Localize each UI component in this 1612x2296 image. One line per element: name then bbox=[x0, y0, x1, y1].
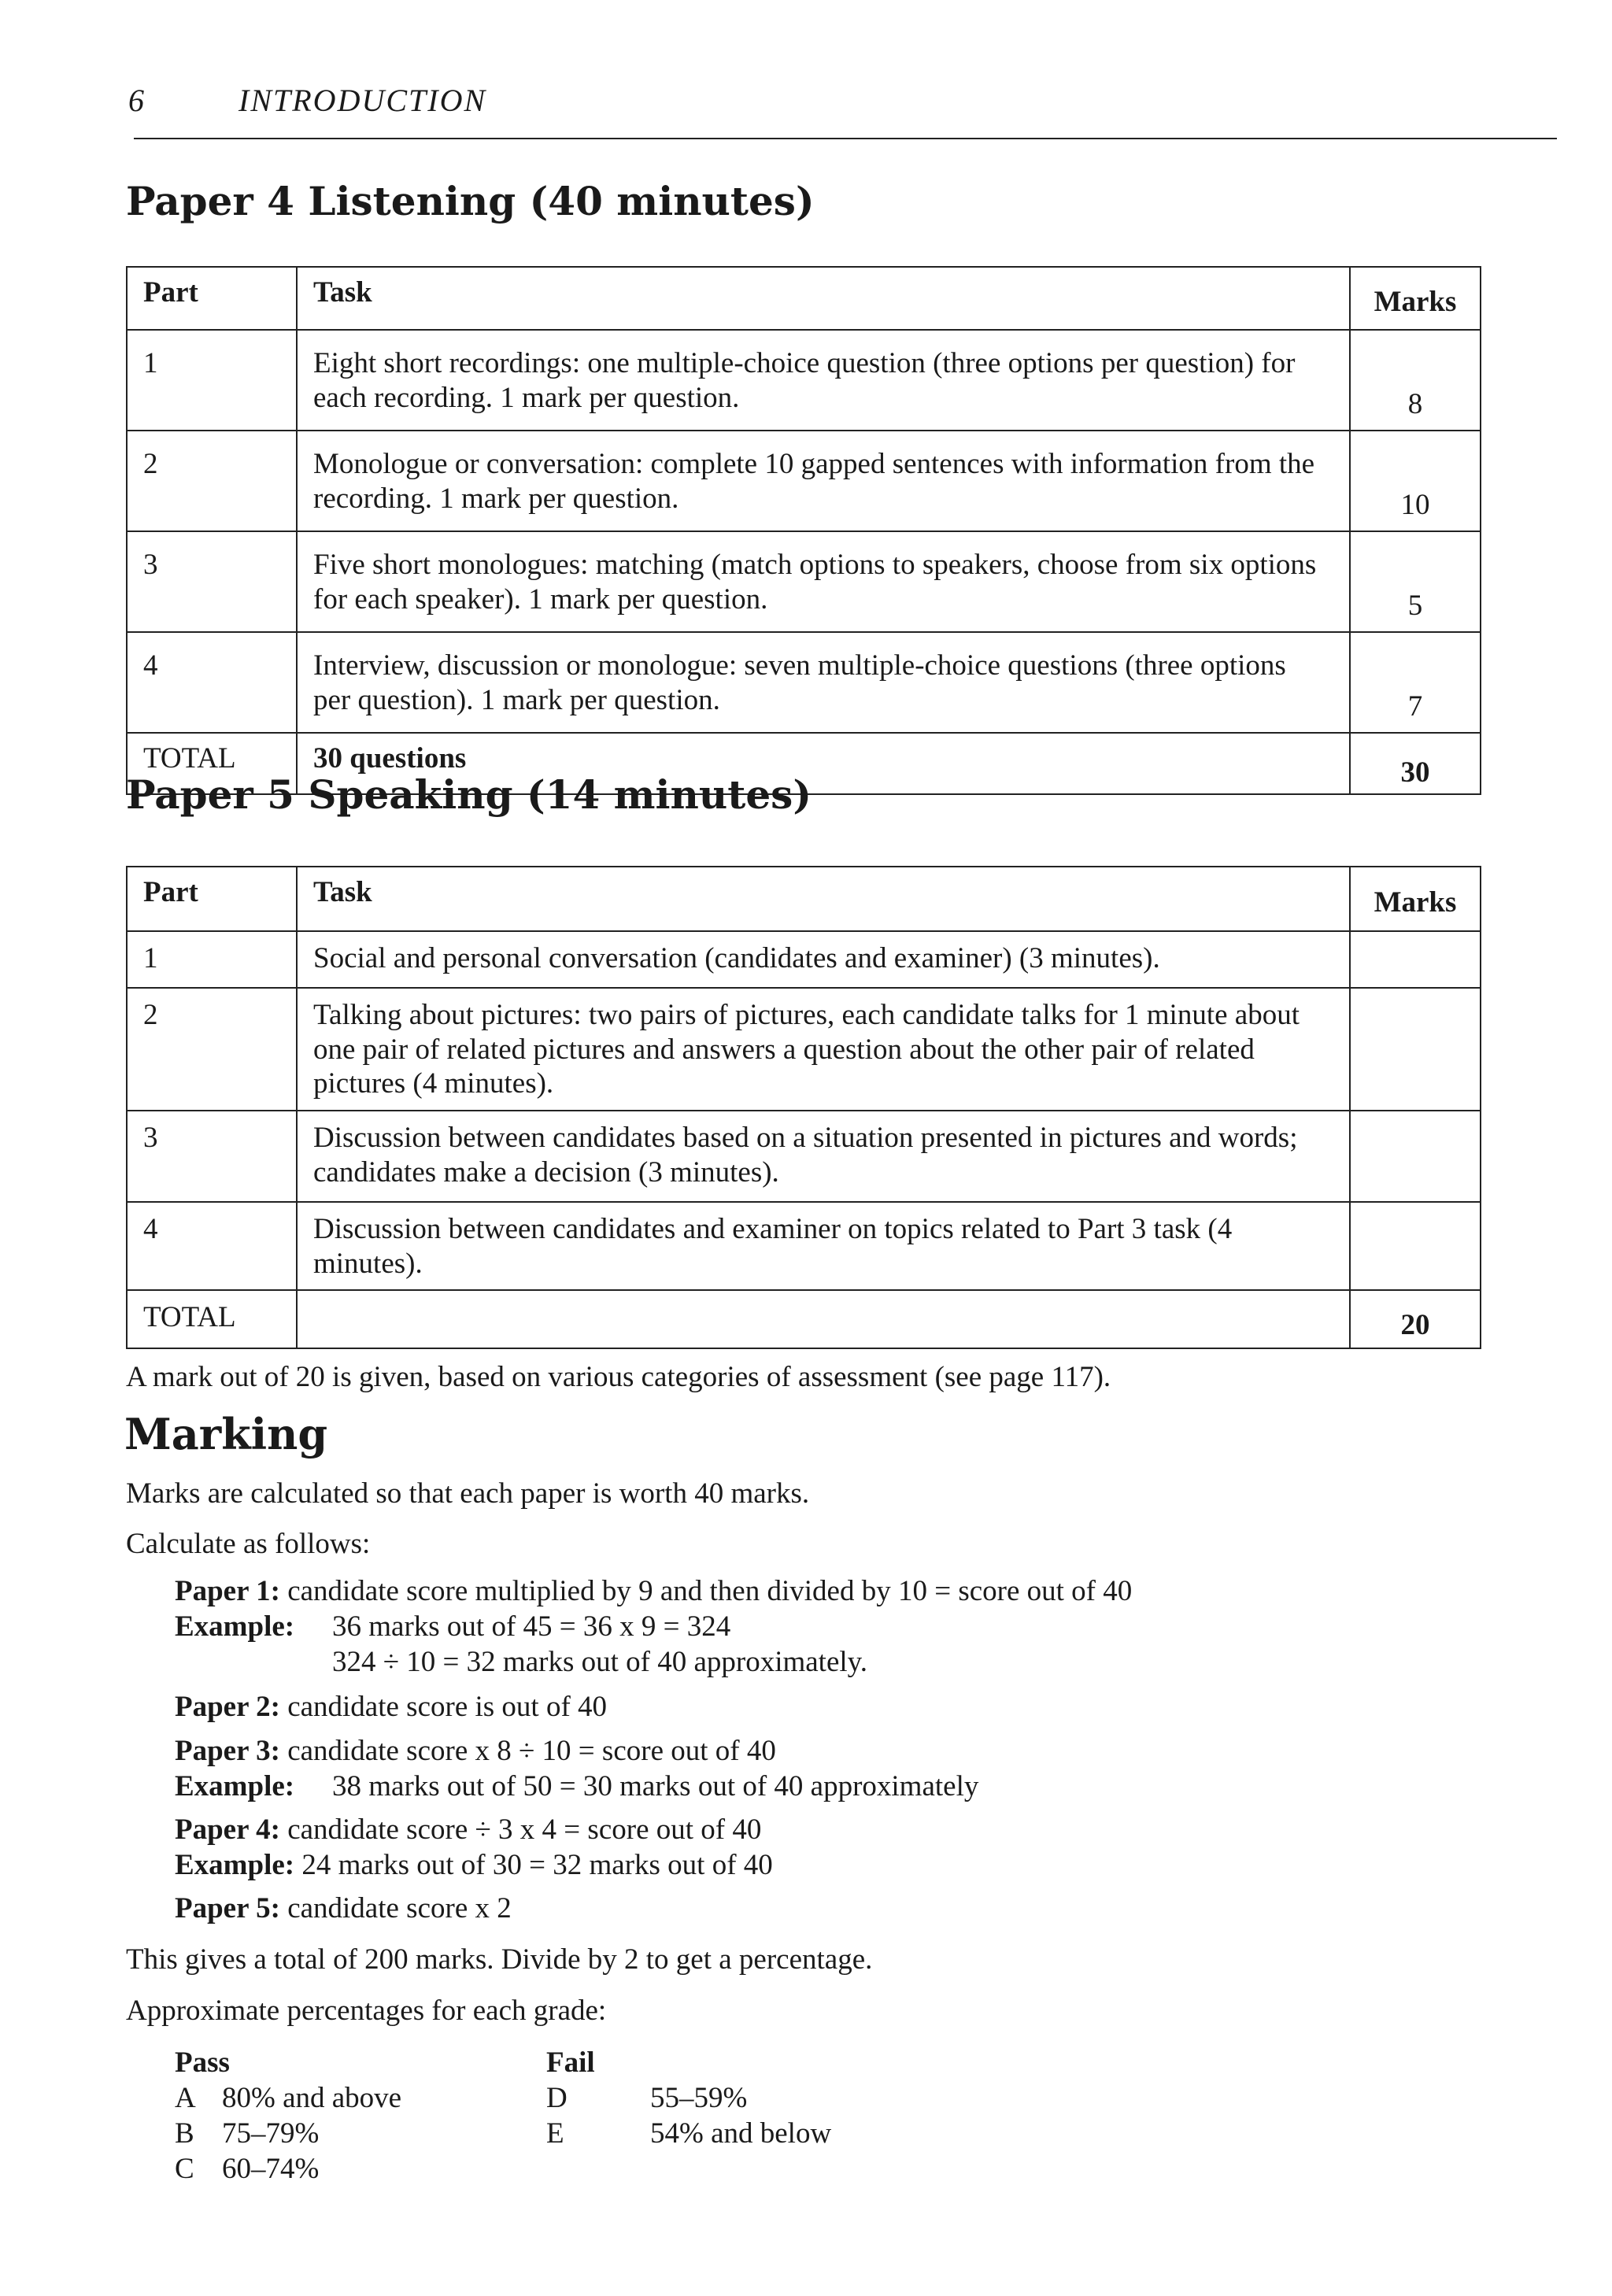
paper1-rule bbox=[175, 1574, 1132, 1609]
grade-letter: A bbox=[175, 2082, 196, 2115]
part-cell: 2 bbox=[127, 988, 297, 1111]
total-label: TOTAL bbox=[127, 733, 297, 794]
paper3-example-label: Example: bbox=[175, 1770, 295, 1802]
grade-range: 75–79% bbox=[222, 2117, 320, 2150]
paper4-text: candidate score ÷ 3 x 4 = score out of 40 bbox=[279, 1814, 762, 1846]
page-number: 6 bbox=[128, 83, 146, 118]
paper1-example bbox=[175, 1610, 730, 1644]
task-cell: Eight short recordings: one multiple-choice question (three options per question) for each recording. 1 mark per question. bbox=[297, 330, 1350, 431]
part-cell: 4 bbox=[127, 632, 297, 733]
table-row bbox=[127, 330, 1481, 431]
calc-intro: Calculate as follows: bbox=[126, 1528, 371, 1560]
part-cell: 1 bbox=[127, 931, 297, 988]
marks-cell: 5 bbox=[1350, 531, 1481, 632]
grade-letter: C bbox=[175, 2153, 194, 2186]
part-cell: 3 bbox=[127, 531, 297, 632]
paper3-text: candidate score x 8 ÷ 10 = score out of 40 bbox=[279, 1735, 776, 1767]
paper4-label: Paper 4: bbox=[175, 1814, 280, 1846]
marks-cell bbox=[1350, 931, 1481, 988]
task-cell: Social and personal conversation (candidates and examiner) (3 minutes). bbox=[297, 931, 1350, 988]
header-rule bbox=[134, 138, 1557, 139]
table-row bbox=[127, 531, 1481, 632]
paper3-label: Paper 3: bbox=[175, 1735, 280, 1767]
total-task bbox=[297, 1290, 1350, 1348]
part-cell: 4 bbox=[127, 1202, 297, 1290]
grade-range: 54% and below bbox=[650, 2117, 832, 2150]
grade-range: 55–59% bbox=[650, 2082, 748, 2115]
header-marks: Marks bbox=[1350, 867, 1481, 931]
task-cell: Interview, discussion or monologue: seven multiple-choice questions (three options per question). 1 mark per question. bbox=[297, 632, 1350, 733]
marking-intro: Marks are calculated so that each paper is worth 40 marks. bbox=[126, 1477, 810, 1510]
paper5-note: A mark out of 20 is given, based on various categories of assessment (see page 117). bbox=[126, 1361, 1111, 1393]
grade-range: 80% and above bbox=[222, 2082, 402, 2115]
header-part: Part bbox=[127, 867, 297, 931]
paper1-example-line2: 324 ÷ 10 = 32 marks out of 40 approximately. bbox=[332, 1646, 868, 1678]
task-cell: Discussion between candidates and examiner on topics related to Part 3 task (4 minutes). bbox=[297, 1202, 1350, 1290]
paper1-example-label: Example: bbox=[175, 1610, 295, 1643]
part-cell: 2 bbox=[127, 431, 297, 531]
paper5-rule bbox=[175, 1891, 512, 1926]
part-cell: 1 bbox=[127, 330, 297, 431]
grade-row bbox=[546, 2116, 940, 2151]
paper1-example-line1: 36 marks out of 45 = 36 x 9 = 324 bbox=[332, 1610, 731, 1643]
paper2-text: candidate score is out of 40 bbox=[279, 1691, 608, 1723]
paper5-text: candidate score x 2 bbox=[279, 1892, 512, 1924]
paper2-rule bbox=[175, 1690, 607, 1725]
marks-cell: 7 bbox=[1350, 632, 1481, 733]
paper3-example-text: 38 marks out of 50 = 30 marks out of 40 approximately bbox=[332, 1770, 979, 1802]
paper1-label: Paper 1: bbox=[175, 1575, 280, 1607]
paper4-example bbox=[175, 1848, 773, 1883]
paper5-title: Paper 5 Speaking (14 minutes) bbox=[126, 771, 812, 818]
paper1-text: candidate score multiplied by 9 and then divided by 10 = score out of 40 bbox=[279, 1575, 1133, 1607]
table-row bbox=[127, 632, 1481, 733]
paper4-example-label: Example: bbox=[175, 1849, 295, 1881]
grade-letter: B bbox=[175, 2117, 194, 2150]
task-cell: Talking about pictures: two pairs of pictures, each candidate talks for 1 minute about one pair of related pictures and answers a question about the other pair of related pictures (4 minutes). bbox=[297, 988, 1350, 1111]
task-cell: Five short monologues: matching (match options to speakers, choose from six options for each speaker). 1 mark per question. bbox=[297, 531, 1350, 632]
paper2-label: Paper 2: bbox=[175, 1691, 280, 1723]
table-row bbox=[127, 1111, 1481, 1202]
paper4-rule bbox=[175, 1813, 761, 1847]
section-title: INTRODUCTION bbox=[238, 83, 487, 118]
marks-cell bbox=[1350, 1202, 1481, 1290]
header-part: Part bbox=[127, 267, 297, 330]
running-head bbox=[128, 82, 486, 119]
header-marks: Marks bbox=[1350, 267, 1481, 330]
grade-letter: D bbox=[546, 2082, 568, 2115]
paper4-title: Paper 4 Listening (40 minutes) bbox=[126, 178, 815, 224]
table-header-row bbox=[127, 267, 1481, 330]
paper4-table bbox=[126, 266, 1481, 795]
pass-column bbox=[175, 2045, 505, 2187]
paper5-label: Paper 5: bbox=[175, 1892, 280, 1924]
marks-cell: 10 bbox=[1350, 431, 1481, 531]
grade-letter: E bbox=[546, 2117, 564, 2150]
table-row bbox=[127, 931, 1481, 988]
table-row bbox=[127, 431, 1481, 531]
paper3-rule bbox=[175, 1734, 776, 1769]
fail-label: Fail bbox=[546, 2046, 595, 2079]
marks-cell: 8 bbox=[1350, 330, 1481, 431]
total-marks-text: This gives a total of 200 marks. Divide by 2 to get a percentage. bbox=[126, 1943, 873, 1976]
grades-intro: Approximate percentages for each grade: bbox=[126, 1995, 607, 2027]
table-header-row bbox=[127, 867, 1481, 931]
grade-row bbox=[175, 2116, 505, 2151]
header-task: Task bbox=[297, 267, 1350, 330]
table-row bbox=[127, 1202, 1481, 1290]
task-cell: Monologue or conversation: complete 10 gapped sentences with information from the recording. 1 mark per question. bbox=[297, 431, 1350, 531]
marking-title: Marking bbox=[124, 1409, 328, 1459]
marks-cell bbox=[1350, 1111, 1481, 1202]
grade-range: 60–74% bbox=[222, 2153, 320, 2186]
total-label: TOTAL bbox=[127, 1290, 297, 1348]
task-cell: Discussion between candidates based on a situation presented in pictures and words; candidates make a decision (3 minutes). bbox=[297, 1111, 1350, 1202]
marks-cell bbox=[1350, 988, 1481, 1111]
total-marks: 20 bbox=[1350, 1290, 1481, 1348]
table-row bbox=[127, 988, 1481, 1111]
fail-column bbox=[546, 2045, 940, 2151]
grade-row bbox=[546, 2080, 940, 2116]
paper5-table bbox=[126, 866, 1481, 1349]
total-row bbox=[127, 1290, 1481, 1348]
header-task: Task bbox=[297, 867, 1350, 931]
part-cell: 3 bbox=[127, 1111, 297, 1202]
grade-row bbox=[175, 2080, 505, 2116]
total-task: 30 questions bbox=[297, 733, 1350, 794]
grade-row bbox=[175, 2151, 505, 2187]
paper3-example bbox=[175, 1769, 978, 1804]
pass-label: Pass bbox=[175, 2046, 230, 2079]
paper4-example-text: 24 marks out of 30 = 32 marks out of 40 bbox=[294, 1849, 773, 1881]
total-marks: 30 bbox=[1350, 733, 1481, 794]
